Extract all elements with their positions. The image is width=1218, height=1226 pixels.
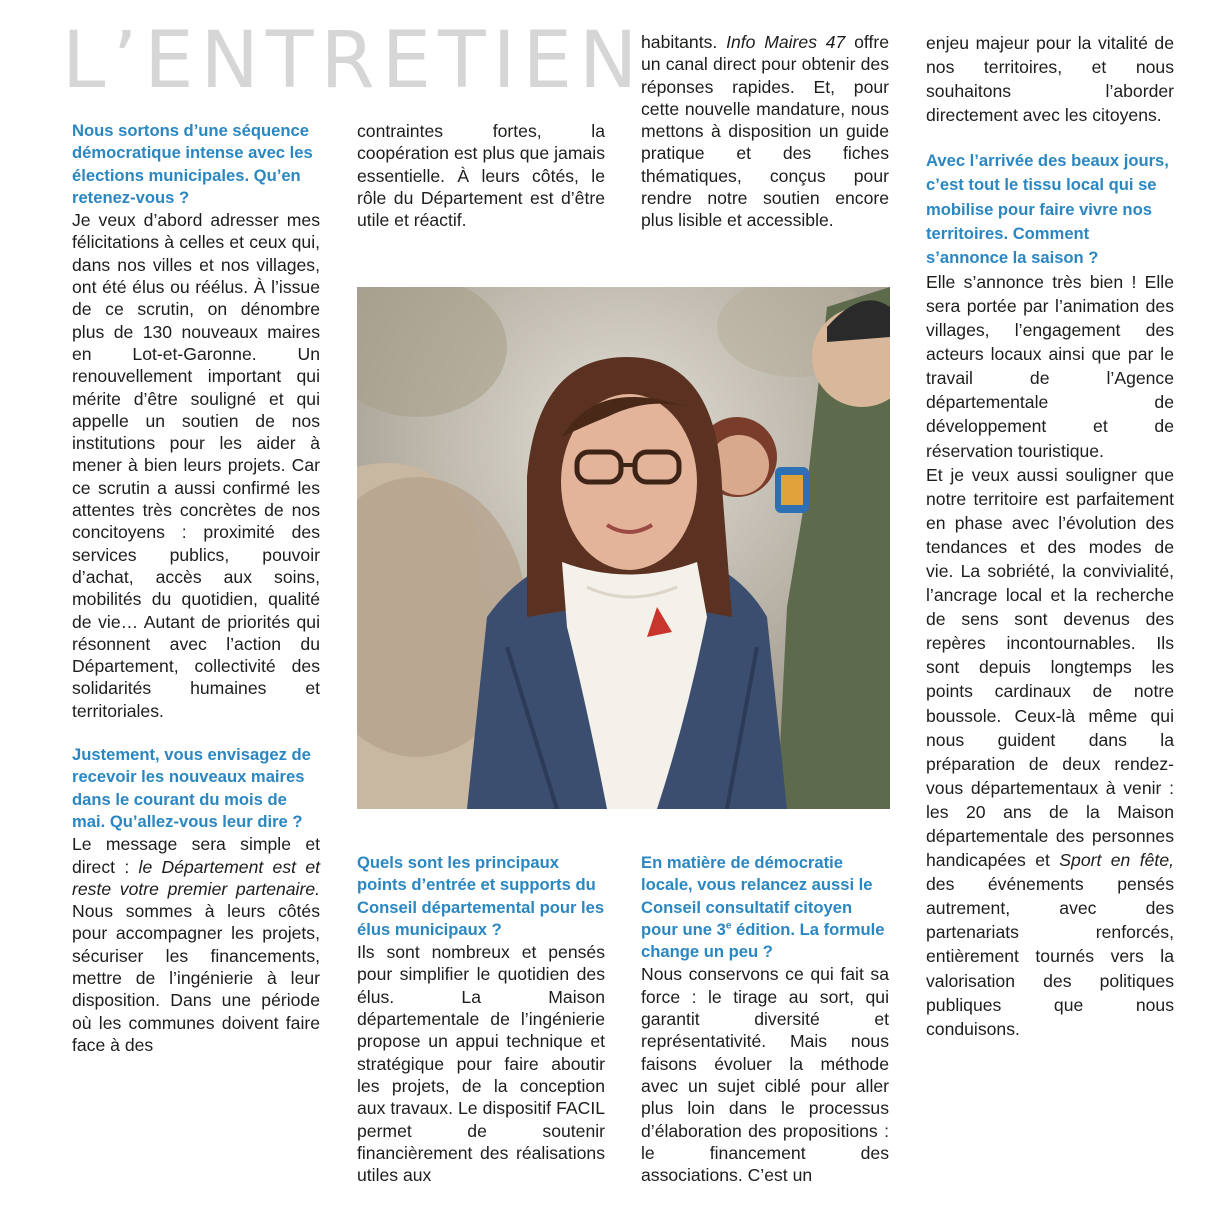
interview-photo (357, 287, 890, 809)
answer-5-p2-end: des événements pensés autrement, avec des partenariats renforcés, entièrement tournés vers la valorisation des politiques publiques que nous conduisons. (926, 874, 1174, 1039)
question-3: Quels sont les principaux points d’entrée et supports du Conseil départemental pour les élus municipaux ? (357, 853, 605, 939)
column-2-top (357, 120, 605, 231)
column-3-bottom (641, 852, 889, 1186)
column-1 (72, 120, 320, 1056)
answer-3-cont-start: habitants. (641, 32, 727, 52)
answer-2-text-end: Nous sommes à leurs côtés pour accompagner les projets, sécuriser les financements, mettre de l’ingénierie à leur disposition. Dans une période où les communes doivent faire face à des (72, 901, 320, 1055)
question-4-start: En matière de démocratie locale, vous relancez aussi le Conseil consultatif citoyen pour une 3 (641, 853, 873, 939)
portrait-illustration (357, 287, 890, 809)
question-2: Justement, vous envisagez de recevoir les nouveaux maires dans le courant du mois de mai. Qu’allez-vous leur dire ? (72, 745, 311, 831)
answer-5-paragraph-2 (926, 463, 1174, 1041)
question-4-sup: e (725, 920, 732, 932)
answer-2-continued: contraintes fortes, la coopération est plus que jamais essentielle. À leurs côtés, le rôle du Département est d’être utile et réactif. (357, 121, 605, 231)
question-5: Avec l’arrivée des beaux jours, c’est tout le tissu local qui se mobilise pour faire vivre nos territoires. Comment s’annonce la saison ? (926, 151, 1169, 267)
answer-3-continued (641, 31, 889, 232)
question-4-end: édition. La formule change un peu ? (641, 919, 885, 962)
page-title: L’ENTRETIEN (62, 16, 645, 106)
answer-3: Ils sont nombreux et pensés pour simplifier le quotidien des élus. La Maison départementale de l’ingénierie propose un appui technique et stratégique pour faire aboutir les projets, de la conception aux travaux. Le dispositif FACIL permet de soutenir financièrement des réalisations utiles aux (357, 942, 605, 1186)
column-2-bottom (357, 852, 605, 1186)
answer-2 (72, 833, 320, 1056)
answer-4-continued: enjeu majeur pour la vitalité de nos territoires, et nous souhaitons l’aborder directement avec les citoyens. (926, 33, 1174, 126)
question-4 (641, 852, 889, 963)
answer-2-text-start: Le message sera simple et direct : (72, 834, 320, 877)
answer-5-p2-start: Et je veux aussi souligner que notre territoire est parfaitement en phase avec l’évolution des tendances et des modes de vie. La sobriété, la convivialité, l’ancrage local et la recherche de sens sont devenus des repères incontournables. Ils sont depuis longtemps les points cardinaux de notre boussole. Ceux-là même qui nous guident dans la préparation de deux rendez-vous départementaux à venir : les 20 ans de la Maison départementale des personnes handicapées et (926, 464, 1174, 871)
answer-3-cont-end: offre un canal direct pour obtenir des réponses rapides. Et, pour cette nouvelle mandature, nous mettons à disposition un guide pratique et des fiches thématiques, conçus pour rendre notre soutien encore plus lisible et accessible. (641, 32, 890, 231)
answer-2-emphasis: le Département est et reste votre premier partenaire. (72, 856, 320, 899)
column-3-top (641, 31, 889, 232)
question-1: Nous sortons d’une séquence démocratique intense avec les élections municipales. Qu’en retenez-vous ? (72, 121, 313, 207)
column-4 (926, 31, 1174, 1041)
info-maires-emphasis: Info Maires 47 (726, 32, 846, 52)
sport-en-fete-emphasis: Sport en fête, (1059, 850, 1174, 871)
answer-1: Je veux d’abord adresser mes félicitations à celles et ceux qui, dans nos villes et nos villages, ont été élus ou réélus. À l’issue de ce scrutin, on dénombre plus de 130 nouveaux maires en Lot-et-Garonne. Un renouvellement important qui mérite d’être souligné et qui appelle un soutien de nos institutions pour les aider à mener à bien leurs projets. Car ce scrutin a aussi confirmé les attentes très concrètes de nos concitoyens : proximité des services publics, pouvoir d’achat, accès aux soins, mobilités du quotidien, qualité de vie… Autant de priorités qui résonnent avec l’action du Département, collectivité des solidarités humaines et territoriales. (72, 210, 320, 721)
answer-5-paragraph-1: Elle s’annonce très bien ! Elle sera portée par l’animation des villages, l’engagement des acteurs locaux ainsi que par le travail de l’Agence départementale de développement et de réservation touristique. (926, 271, 1174, 461)
answer-4: Nous conservons ce qui fait sa force : le tirage au sort, qui garantit diversité et représentativité. Mais nous faisons évoluer la méthode avec un sujet ciblé pour aller plus loin dans le processus d’élaboration des propositions : le financement des associations. C’est un (641, 964, 889, 1186)
